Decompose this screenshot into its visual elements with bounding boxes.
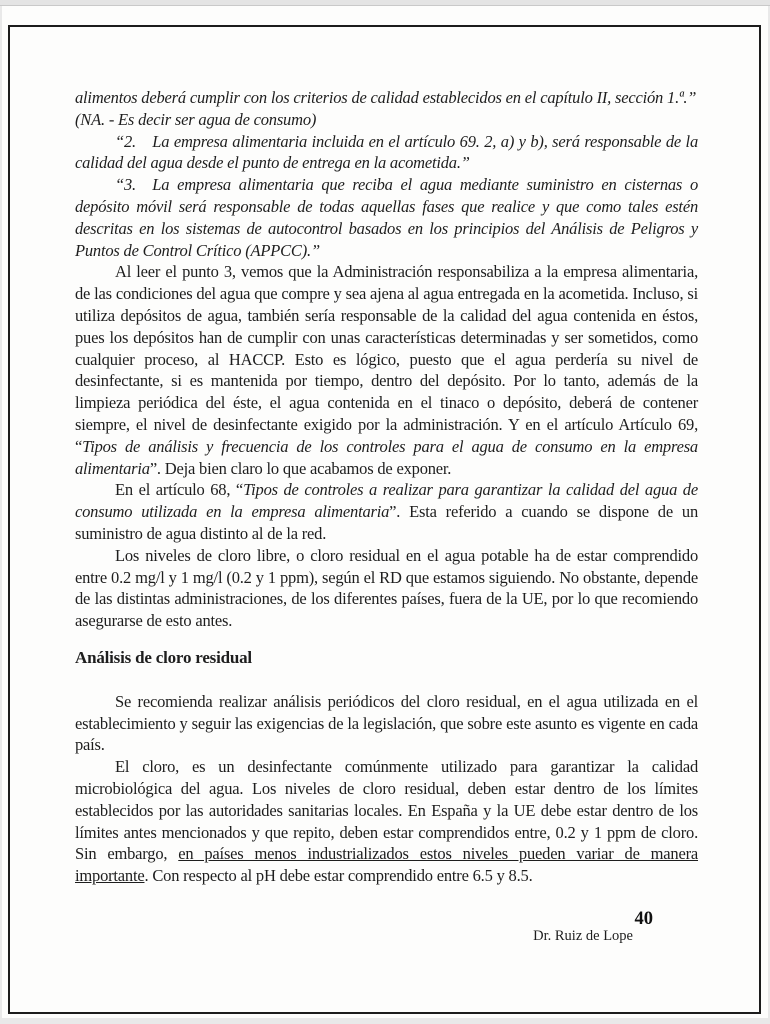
paragraph-article-68-lead: En el artículo 68, “: [115, 480, 244, 500]
paragraph-punto-3-commentary: [75, 261, 698, 479]
paragraph-periodic-analysis: Se recomienda realizar análisis periódicos del cloro residual, en el agua utilizada en el establecimiento y seguir las exigencias de la legislación, que sobre este asunto es vigente en cada país.: [75, 691, 698, 755]
page-number: 40: [634, 909, 653, 929]
paragraph-chlorine-disinfectant-text: El cloro, es un desinfectante comúnmente utilizado para garantizar la calidad microbiológica del agua. Los niveles de cloro residual, deben estar dentro de los límites establecidos por las autoridades sanitarias locales. En España y la UE debe estar dentro de los límites antes mencionados y que repito, deben estar comprendidos entre, 0.2 y 1 ppm de cloro. Sin embargo,: [75, 757, 698, 864]
footer-author: Dr. Ruiz de Lope: [533, 928, 633, 944]
paragraph-punto-3-closing: ”. Deja bien claro lo que acabamos de exponer.: [149, 458, 452, 478]
paragraph-ph-range: . Con respecto al pH debe estar comprendido entre 6.5 y 8.5.: [144, 866, 533, 886]
paragraph-quote-article-2: “2. La empresa alimentaria incluida en el artículo 69. 2, a) y b), será responsable de la calidad del agua desde el punto de entrega en la acometida.”: [75, 131, 698, 173]
paragraph-punto-3-text: Al leer el punto 3, vemos que la Administración responsabiliza a la empresa alimentaria, de las condiciones del agua que compre y sea ajena al agua entregada en la acometida. Incluso, si utiliza depósitos de agua, también sería responsable de la calidad del agua contenida en éstos, pues los depósitos han de cumplir con unas características determinadas y ser sometidos, como cualquier proceso, al HACCP. Esto es lógico, puesto que el agua perdería su nivel de desinfectante, si es mantenida por tiempo, dentro del depósito. Por lo tanto, además de la limpieza periódica del éste, el agua contenida en el tinaco o depósito, deberá de contener siempre, el nivel de desinfectante exigido por la administración. Y en el artículo Artículo 69, “: [75, 262, 698, 456]
paragraph-chlorine-levels: Los niveles de cloro libre, o cloro residual en el agua potable ha de estar comprendido entre 0.2 mg/l y 1 mg/l (0.2 y 1 ppm), según el RD que estamos siguiendo. No obstante, depende de las distintas administraciones, de los diferentes países, fuera de la UE, por lo que recomiendo asegurarse de esto antes.: [75, 545, 698, 631]
article-68-title-italic: Tipos de controles a realizar para garantizar la calidad del agua de consumo utilizada en la empresa alimentaria: [75, 480, 698, 522]
document-page: [2, 6, 768, 1018]
paragraph-article-68: [75, 479, 698, 544]
paragraph-chlorine-disinfectant: [75, 756, 698, 887]
paragraph-continuation-line: alimentos deberá cumplir con los criterios de calidad establecidos en el capítulo II, sección 1.ª.”: [75, 88, 697, 107]
article-69-title-italic: Tipos de análisis y frecuencia de los controles para el agua de consumo en la empresa alimentaria: [75, 436, 698, 478]
page-text-block: [10, 27, 759, 1012]
underlined-warning-text: en países menos industrializados estos niveles pueden variar de manera importante: [75, 844, 699, 886]
paragraph-author-note: (NA. - Es decir ser agua de consumo): [75, 109, 317, 129]
section-heading-chlorine-analysis: Análisis de cloro residual: [75, 647, 252, 667]
page-border-frame: [8, 25, 761, 1014]
paragraph-quote-article-3: “3. La empresa alimentaria que reciba el agua mediante suministro en cisternas o depósito móvil será responsable de todas aquellas fases que realice y que como tales estén descritas en los sistemas de autocontrol basados en los principios del Análisis de Peligros y Puntos de Control Crítico (APPCC).”: [75, 175, 698, 260]
paragraph-article-68-closing: ”. Esta referido a cuando se dispone de un suministro de agua distinto al de la red.: [75, 502, 698, 543]
